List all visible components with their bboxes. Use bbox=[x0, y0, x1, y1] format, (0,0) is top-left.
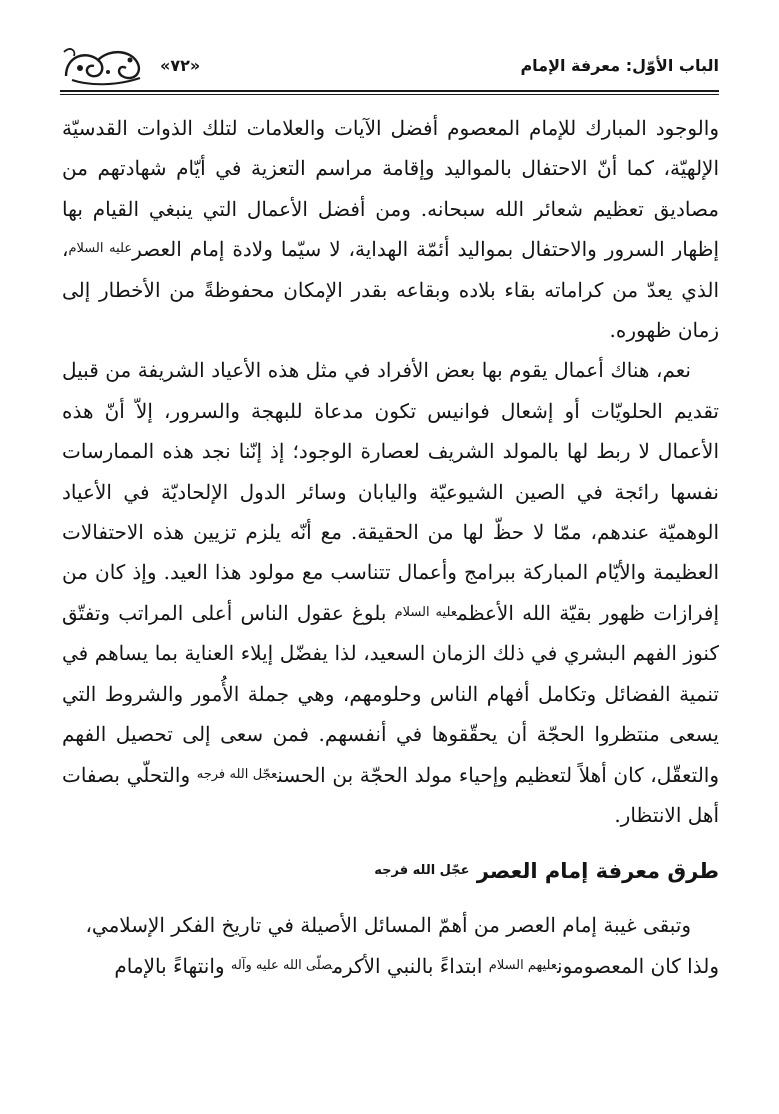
section-heading bbox=[62, 851, 719, 891]
page-header bbox=[60, 42, 719, 88]
page-number: «٧٢» bbox=[160, 56, 201, 75]
section-heading-text: طرق معرفة إمام العصر bbox=[476, 859, 719, 884]
paragraph-2 bbox=[62, 350, 719, 835]
paragraph-1-text-a: والوجود المبارك للإمام المعصوم أفضل الآيات والعلامات لتلك الذوات القدسيّة الإلهيّة، كما أنّ الاحتفال بالمواليد وإقامة مراسم التعزية في أيّام شهادتهم من مصاديق تعظيم شعائر الله سبحانه. ومن أفضل الأعمال التي ينبغي القيام بها إظهار السرور والاحتفال بمواليد أئمّة الهداية، لا سيّما ولادة إمام العصر bbox=[62, 116, 720, 262]
page-body bbox=[62, 108, 719, 986]
paragraph-1-text-b: ، الذي يعدّ من كراماته بقاء بلاده وبقاعه بقدر الإمكان محفوظةً من الأخطار إلى زمان ظهوره. bbox=[62, 237, 719, 343]
honorific-mark: عجّل الله فرجه bbox=[374, 863, 470, 879]
honorific-mark: عجّل الله فرجه bbox=[196, 766, 278, 782]
paragraph-2-text-a: نعم، هناك أعمال يقوم بها بعض الأفراد في مثل هذه الأعياد الشريفة من قبيل تقديم الحلويّات أو إشعال فوانيس تكون مدعاة للبهجة والسرور، إلاّ أنّ هذه الأعمال لا ربط لها بالمولد الشريف لعصارة الوجود؛ إذ إنّنا نجد هذه الممارسات نفسها رائجة في الصين الشيوعيّة واليابان وسائر الدول الإلحاديّة في الأعياد الوهميّة عندهم، ممّا لا حظّ لها من الحقيقة. مع أنّه يلزم تزيين هذه الاحتفالات العظيمة والأيّام المباركة ببرامج وأعمال تتناسب مع مولود هذا العيد. وإذ كان من إفرازات ظهور بقيّة الله الأعظم bbox=[62, 358, 720, 625]
paragraph-4-text-c: وانتهاءً بالإمام bbox=[114, 953, 231, 978]
paragraph-4-text-a: ولذا كان المعصومون bbox=[557, 953, 719, 978]
honorific-mark: عليه السلام bbox=[394, 604, 458, 620]
paragraph-4 bbox=[62, 946, 719, 986]
header-rule bbox=[60, 90, 719, 92]
floral-ornament-icon bbox=[60, 42, 146, 88]
paragraph-2-text-b: بلوغ عقول الناس أعلى المراتب وتفتّق كنوز الفهم البشري في ذلك الزمان السعيد، لذا يفضّل إيلاء العناية بما يساهم في تنمية الفضائل وتكامل أفهام الناس وحلومهم، وهي جملة الأُمور والشروط التي يسعى منتظروا الحجّة أن يحقّقوها في أنفسهم. فمن سعى إلى تحصيل الفهم والتعقّل، كان أهلاً لتعظيم وإحياء مولد الحجّة بن الحسن bbox=[62, 600, 720, 787]
header-rule-thin bbox=[60, 94, 719, 95]
paragraph-3-text: وتبقى غيبة إمام العصر من أهمّ المسائل الأصيلة في تاريخ الفكر الإسلامي، bbox=[85, 913, 691, 938]
paragraph-3 bbox=[62, 905, 719, 945]
honorific-mark: عليهم السلام bbox=[488, 957, 558, 973]
paragraph-1 bbox=[62, 108, 719, 350]
paragraph-2-text-c: والتحلّي بصفات أهل الانتظار. bbox=[62, 762, 719, 827]
chapter-title: الباب الأوّل: معرفة الإمام bbox=[520, 56, 719, 75]
honorific-mark: صلّى الله عليه وآله bbox=[230, 957, 333, 973]
honorific-mark: عليه السلام bbox=[68, 241, 133, 257]
paragraph-4-text-b: ابتداءً بالنبي الأكرم bbox=[332, 953, 489, 978]
